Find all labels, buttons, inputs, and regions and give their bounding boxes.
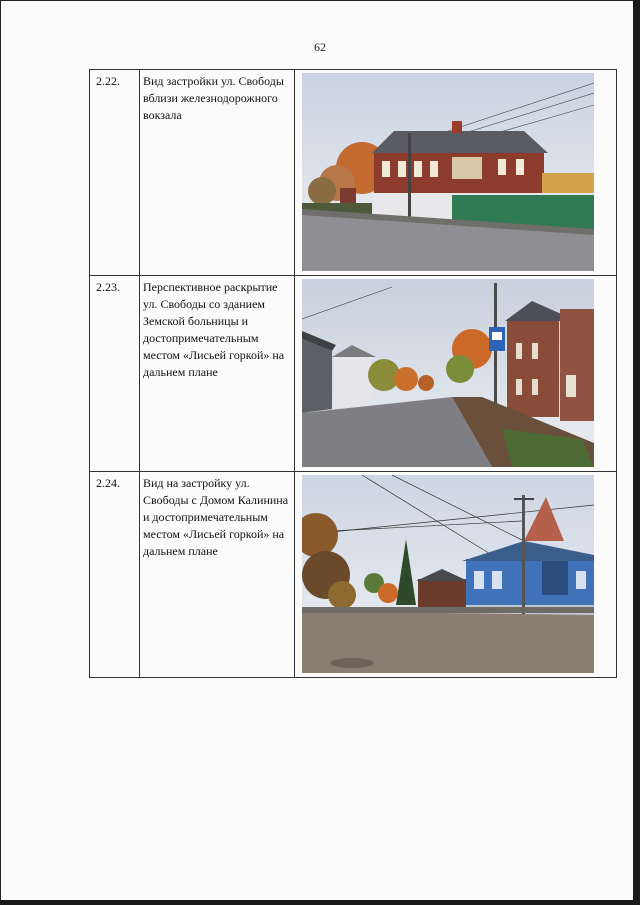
street-photo <box>295 70 617 276</box>
scan-edge-right <box>633 0 640 905</box>
scan-edge-bottom <box>0 900 640 905</box>
street-photo <box>295 276 617 472</box>
row-number: 2.24. <box>90 472 140 678</box>
row-description: Вид застройки ул. Свободы вблизи железнодорожного вокзала <box>140 70 295 276</box>
table-row <box>90 472 617 678</box>
street-photo <box>295 472 617 678</box>
street-photo-icon <box>302 279 594 467</box>
row-description: Вид на застройку ул. Свободы с Домом Калинина и достопримечательным местом «Лисьей горкой» на дальнем плане <box>140 472 295 678</box>
street-photo-icon <box>302 475 594 673</box>
page-number: 62 <box>314 40 326 54</box>
photo-table <box>89 69 617 678</box>
row-description: Перспективное раскрытие ул. Свободы со зданием Земской больницы и достопримечательным местом «Лисьей горкой» на дальнем плане <box>140 276 295 472</box>
row-number: 2.22. <box>90 70 140 276</box>
table-row <box>90 70 617 276</box>
street-photo-icon <box>302 73 594 271</box>
row-number: 2.23. <box>90 276 140 472</box>
table-row <box>90 276 617 472</box>
